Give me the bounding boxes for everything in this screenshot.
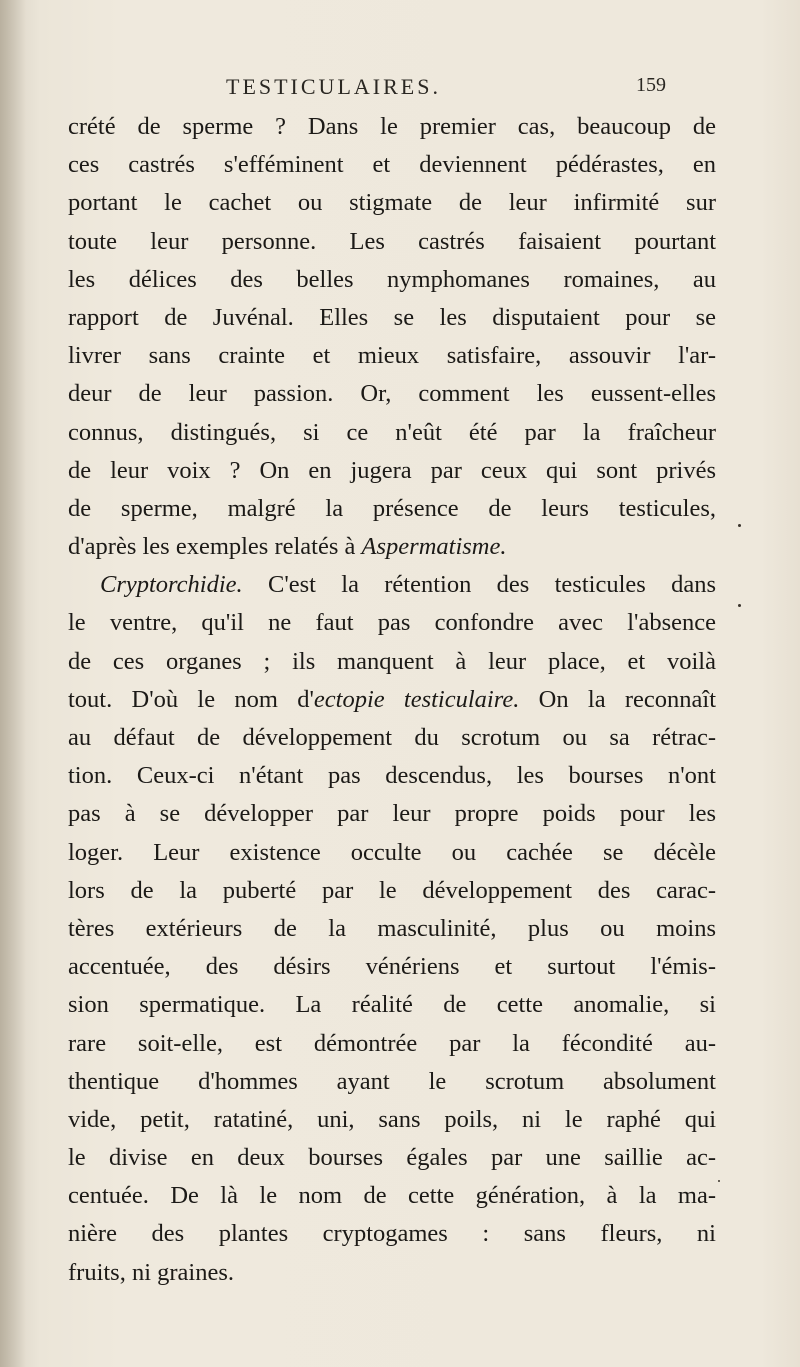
text-line: le ventre, qu'il ne faut pas confondre avec l'absence — [68, 609, 716, 637]
page-header — [226, 74, 666, 104]
text-segment: tout. D'où le nom d' — [68, 685, 314, 713]
text-line: pas à se développer par leur propre poids pour les — [68, 800, 716, 828]
section-term: Cryptorchidie. — [100, 571, 243, 599]
text-line: lors de la puberté par le développement des carac- — [68, 876, 716, 904]
text-line: tères extérieurs de la masculinité, plus ou moins — [68, 914, 716, 942]
text-line: de ces organes ; ils manquent à leur place, et voilà — [68, 647, 716, 675]
text-line: thentique d'hommes ayant le scrotum absolument — [68, 1067, 716, 1095]
text-line: portant le cachet ou stigmate de leur infirmité sur — [68, 189, 716, 217]
text-line: rapport de Juvénal. Elles se les disputaient pour se — [68, 303, 716, 331]
body-text — [68, 108, 716, 1292]
text-line: centuée. De là le nom de cette génération, à la ma- — [68, 1182, 716, 1210]
italic-reference: Aspermatisme. — [361, 533, 507, 561]
text-line: les délices des belles nymphomanes romaines, au — [68, 265, 716, 293]
text-line: toute leur personne. Les castrés faisaient pourtant — [68, 227, 716, 255]
text-line: connus, distingués, si ce n'eût été par la fraîcheur — [68, 418, 716, 446]
page-number: 159 — [636, 74, 666, 96]
paragraph-first-line — [68, 566, 716, 604]
text-line: tion. Ceux-ci n'étant pas descendus, les bourses n'ont — [68, 762, 716, 790]
text-line: accentuée, des désirs vénériens et surtout l'émis- — [68, 953, 716, 981]
text-line: deur de leur passion. Or, comment les eussent-elles — [68, 380, 716, 408]
italic-term: ectopie testiculaire. — [313, 685, 520, 713]
text-line — [68, 528, 716, 566]
text-line: de sperme, malgré la présence de leurs testicules, — [68, 494, 716, 522]
text-segment: On la reconnaît — [538, 685, 716, 713]
text-line: rare soit-elle, est démontrée par la fécondité au- — [68, 1029, 716, 1057]
ink-speck — [738, 604, 741, 607]
ink-speck — [738, 524, 741, 527]
text-line: fruits, ni graines. — [68, 1258, 235, 1286]
page-fold-shadow — [0, 0, 26, 1367]
text-line: crété de sperme ? Dans le premier cas, beaucoup de — [68, 113, 716, 140]
ink-speck — [718, 1180, 720, 1182]
text-line: au défaut de développement du scrotum ou sa rétrac- — [68, 724, 716, 751]
text-line: loger. Leur existence occulte ou cachée se décèle — [68, 838, 716, 866]
text-line — [68, 681, 716, 719]
text-line: le divise en deux bourses égales par une saillie ac- — [68, 1144, 716, 1172]
text-line: sion spermatique. La réalité de cette anomalie, si — [68, 991, 716, 1019]
text-segment: d'après les exemples relatés à — [68, 533, 356, 561]
text-line: vide, petit, ratatiné, uni, sans poils, ni le raphé qui — [68, 1105, 716, 1133]
text-line: nière des plantes cryptogames : sans fleurs, ni — [68, 1220, 716, 1248]
text-segment: C'est la rétention des testicules dans — [267, 571, 716, 599]
text-line: de leur voix ? On en jugera par ceux qui sont privés — [68, 456, 716, 484]
text-line: ces castrés s'efféminent et deviennent pédérastes, en — [68, 151, 716, 179]
text-line: livrer sans crainte et mieux satisfaire, assouvir l'ar- — [68, 342, 716, 370]
running-title: TESTICULAIRES. — [226, 74, 441, 99]
